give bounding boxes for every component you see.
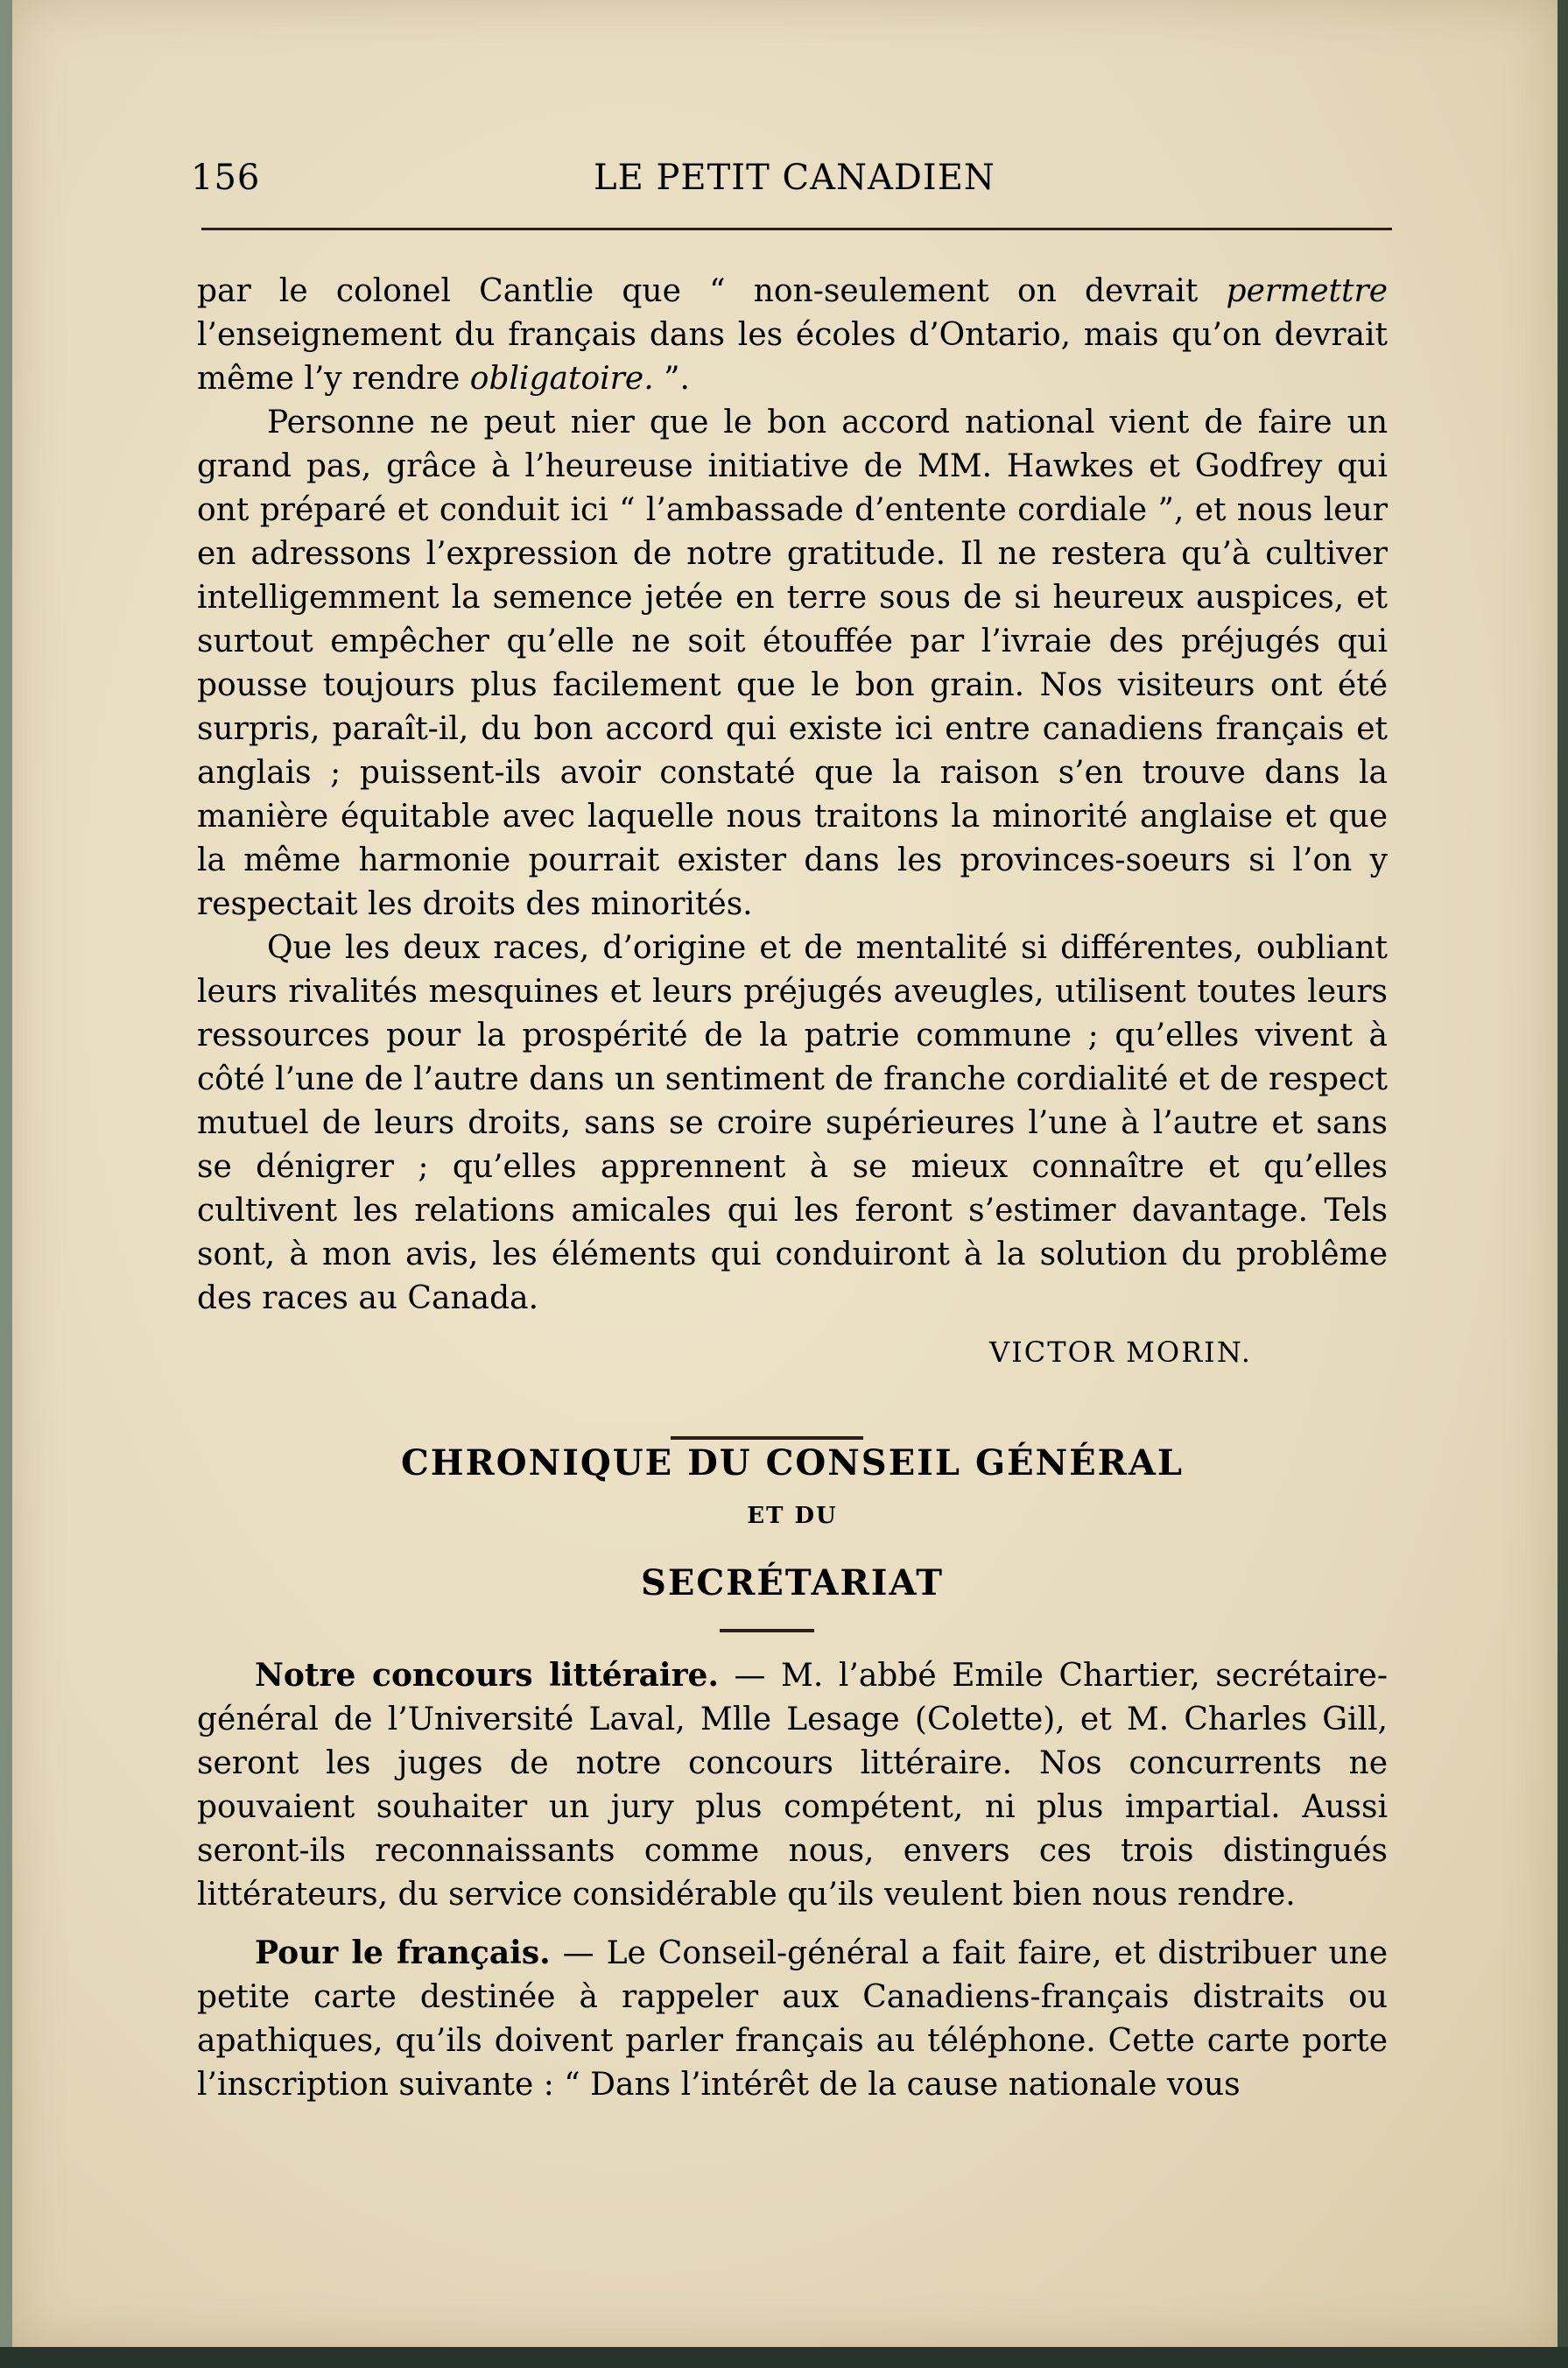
section-title-rule bbox=[720, 1629, 814, 1632]
item-francais bbox=[197, 1931, 1388, 2107]
item-heading: Notre concours littéraire. bbox=[255, 1657, 719, 1694]
emphasis-obligatoire: obligatoire. bbox=[469, 361, 654, 397]
item-heading: Pour le français. bbox=[255, 1935, 551, 1971]
journal-title: LE PETIT CANADIEN bbox=[594, 158, 995, 198]
scan-bottom-edge bbox=[0, 2347, 1568, 2368]
section-title-secretariat: SECRÉTARIAT bbox=[640, 1562, 945, 1603]
text-span: l’enseignement du français dans les écoles d’Ontario, mais qu’on devrait même l’y rendre bbox=[197, 317, 1388, 397]
scan-left-edge bbox=[0, 0, 12, 2368]
article-body bbox=[197, 270, 1388, 1321]
emphasis-permettre: permettre bbox=[1226, 273, 1388, 309]
section-title: CHRONIQUE DU CONSEIL GÉNÉRAL bbox=[400, 1442, 1185, 1484]
text-span: par le colonel Cantlie que “ non-seulement on devrait bbox=[197, 273, 1227, 309]
author-signature: VICTOR MORIN. bbox=[989, 1336, 1252, 1369]
paragraph-accord-national: Personne ne peut nier que le bon accord national vient de faire un grand pas, grâce à l’heureuse initiative de MM. Hawkes et Godfrey qui ont préparé et conduit ici “ l’ambassade d’entente cordiale ”, et nous leur en adressons l’expression de notre gratitude. Il ne restera qu’à cultiver intelligemment la semence jetée en terre sous de si heureux auspices, et surtout empêcher qu’elle ne soit étouffée par l’ivraie des préjugés qui pousse toujours plus facilement que le bon grain. Nos visiteurs ont été surpris, paraît-il, du bon accord qui existe ici entre canadiens français et anglais ; puissent-ils avoir constaté que la raison s’en trouve dans la manière équitable avec laquelle nous traitons la minorité anglaise et que la même harmonie pourrait exister dans les provinces-soeurs si l’on y respectait les droits des minorités. bbox=[197, 405, 1388, 922]
continued-paragraph bbox=[197, 270, 1388, 401]
item-concours bbox=[197, 1653, 1388, 1917]
page-number: 156 bbox=[191, 158, 261, 198]
paragraph-deux-races: Que les deux races, d’origine et de mentalité si différentes, oubliant leurs rivalités mesquines et leurs préjugés aveugles, utilisent toutes leurs ressources pour la prospérité de la patrie commune ; qu’elles vivent à côté l’une de l’autre dans un sentiment de franche cordialité et de respect mutuel de leurs droits, sans se croire supérieures l’une à l’autre et sans se dénigrer ; qu’elles apprennent à se mieux connaître et qu’elles cultivent les relations amicales qui les feront s’estimer davantage. Tels sont, à mon avis, les éléments qui conduiront à la solution du problême des races au Canada. bbox=[197, 930, 1388, 1316]
item-text: — M. l’abbé Emile Chartier, secrétaire-général de l’Université Laval, Mlle Lesage (Colette), et M. Charles Gill, seront les juges de notre concours littéraire. Nos concurrents ne pouvaient souhaiter un jury plus compétent, ni plus impartial. Aussi seront-ils reconnaissants comme nous, envers ces trois distingués littérateurs, du service considérable qu’ils veulent bien nous rendre. bbox=[197, 1658, 1388, 1913]
section-subtitle: ET DU bbox=[747, 1503, 838, 1529]
chronique-body bbox=[197, 1653, 1388, 2121]
item-text: — Le Conseil-général a fait faire, et distribuer une petite carte destinée à rappeler aux Canadiens-français distraits ou apathiques, qu’ils doivent parler français au téléphone. Cette carte porte l’inscription suivante : “ Dans l’intérêt de la cause nationale vous bbox=[197, 1935, 1388, 2103]
header-rule bbox=[201, 228, 1392, 230]
text-span: ”. bbox=[653, 361, 690, 397]
